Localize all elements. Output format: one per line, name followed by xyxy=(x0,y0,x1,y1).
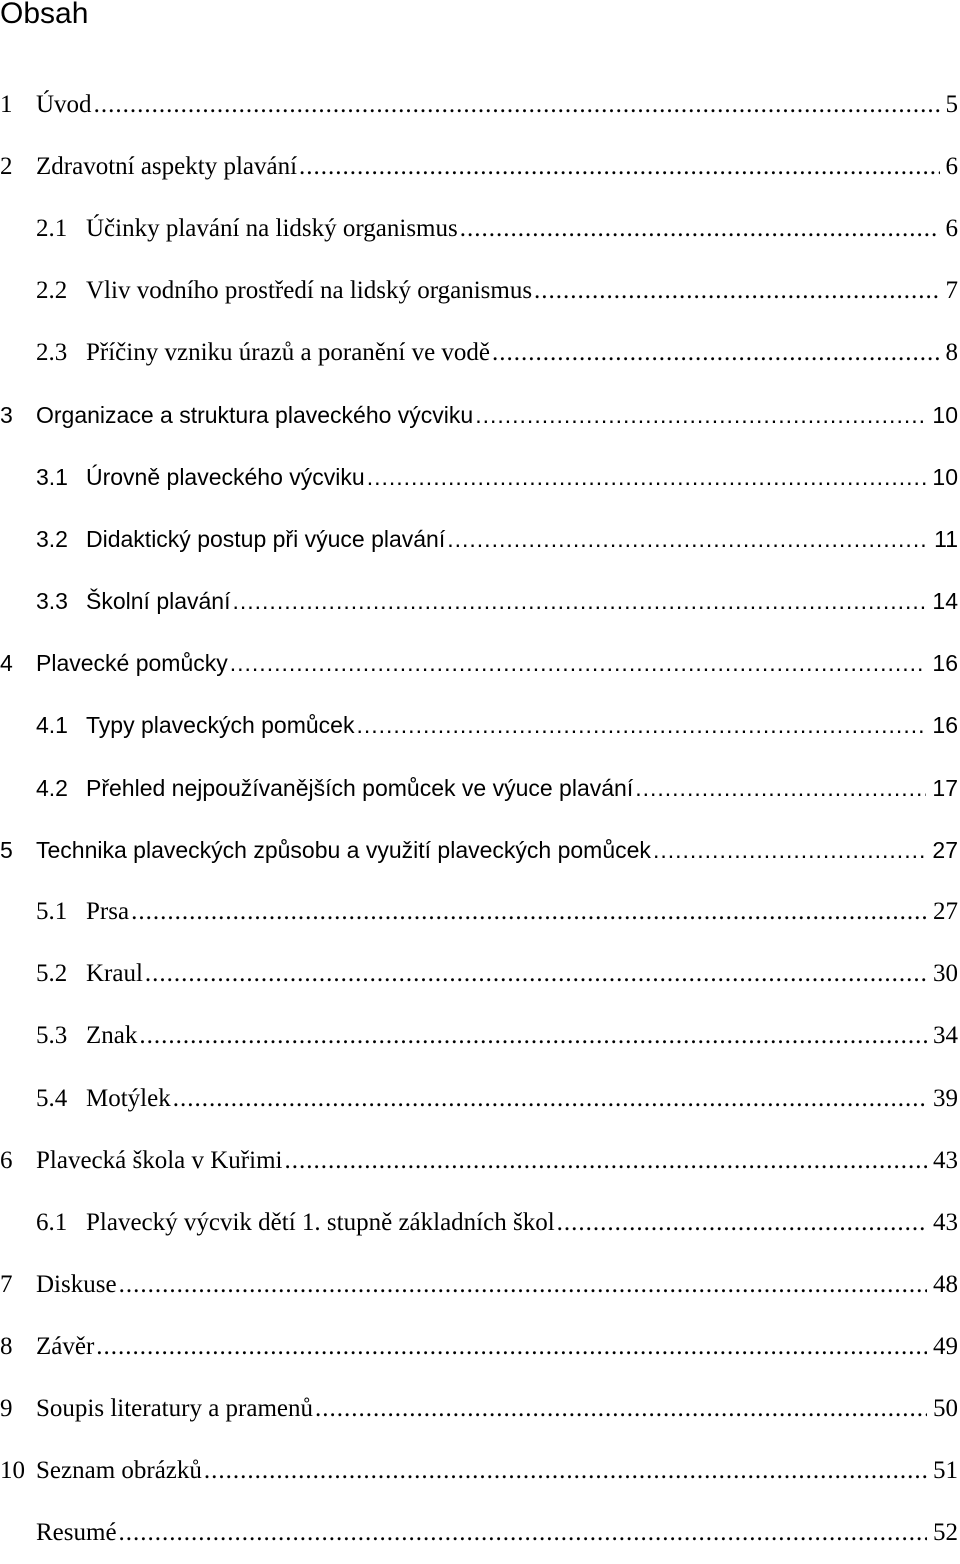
toc-entry[interactable] xyxy=(0,322,958,384)
toc-entry-page-number: 6 xyxy=(945,215,958,243)
toc-entry-title: Účinky plavání na lidský organismus xyxy=(86,215,458,243)
dot-leader xyxy=(315,1395,927,1423)
toc-entry-page-number: 5 xyxy=(945,91,958,119)
toc-entry-title: Zdravotní aspekty plavání xyxy=(36,153,298,181)
toc-entry-number: 2.3 xyxy=(36,339,68,367)
toc-entry-number: 3.2 xyxy=(36,526,68,553)
toc-entry-title: Vliv vodního prostředí na lidský organismus xyxy=(86,277,533,305)
toc-entry-page-number: 10 xyxy=(932,464,958,491)
toc-entry-number: 9 xyxy=(0,1395,13,1423)
toc-entry-number: 2.2 xyxy=(36,277,68,305)
toc-entry-page-number: 16 xyxy=(932,650,958,677)
toc-entry-number: 7 xyxy=(0,1270,13,1298)
toc-entry[interactable] xyxy=(0,198,958,260)
toc-entry-number: 4.2 xyxy=(36,774,68,801)
toc-entry[interactable] xyxy=(0,943,958,1005)
toc-entry-page-number: 10 xyxy=(932,402,958,429)
dot-leader xyxy=(139,1022,927,1050)
dot-leader xyxy=(635,775,926,802)
toc-entry-page-number: 34 xyxy=(933,1022,958,1050)
toc-entry-number: 2.1 xyxy=(36,215,68,243)
toc-entry[interactable] xyxy=(0,384,958,446)
toc-entry-page-number: 11 xyxy=(934,526,958,553)
toc-entry-title: Technika plaveckých způsobu a využití plaveckých pomůcek xyxy=(36,836,651,863)
toc-entry-title: Závěr xyxy=(36,1332,95,1360)
dot-leader xyxy=(447,526,928,553)
dot-leader xyxy=(96,1333,927,1361)
toc-entry-number: 5.2 xyxy=(36,960,68,988)
toc-entry-title: Resumé xyxy=(36,1519,117,1547)
dot-leader xyxy=(653,837,926,864)
toc-entry-title: Úrovně plaveckého výcviku xyxy=(86,464,365,491)
toc-entry-number: 10 xyxy=(0,1457,25,1485)
toc-entry-title: Typy plaveckých pomůcek xyxy=(86,712,355,739)
toc-entry[interactable] xyxy=(0,571,958,633)
toc-entry-page-number: 30 xyxy=(933,960,958,988)
toc-entry[interactable] xyxy=(0,695,958,757)
toc-entry-number: 8 xyxy=(0,1332,13,1360)
page-title: Obsah xyxy=(0,0,89,30)
dot-leader xyxy=(557,1209,927,1237)
toc-entry[interactable] xyxy=(0,74,958,136)
toc-entry-title: Didaktický postup při výuce plavání xyxy=(86,526,446,553)
toc-entry[interactable] xyxy=(0,509,958,571)
toc-entry-title: Školní plavání xyxy=(86,588,231,615)
dot-leader xyxy=(145,960,927,988)
toc-entry[interactable] xyxy=(0,447,958,509)
toc-entry-page-number: 27 xyxy=(933,898,958,926)
toc-entry[interactable] xyxy=(0,819,958,881)
toc-entry[interactable] xyxy=(0,1068,958,1130)
toc-entry-title: Soupis literatury a pramenů xyxy=(36,1395,314,1423)
toc-entry-number: 6 xyxy=(0,1146,13,1174)
toc-entry-page-number: 14 xyxy=(932,588,958,615)
dot-leader xyxy=(173,1085,927,1113)
toc-entry[interactable] xyxy=(0,1502,958,1564)
toc-entry-page-number: 17 xyxy=(932,774,958,801)
toc-entry[interactable] xyxy=(0,1440,958,1502)
toc-entry-number: 6.1 xyxy=(36,1208,68,1236)
toc-entry[interactable] xyxy=(0,757,958,819)
toc-entry-title: Úvod xyxy=(36,91,92,119)
dot-leader xyxy=(204,1457,927,1485)
toc-entry-title: Plavecké pomůcky xyxy=(36,650,228,677)
toc-entry-page-number: 39 xyxy=(933,1084,958,1112)
dot-leader xyxy=(284,1147,927,1175)
toc-entry[interactable] xyxy=(0,1192,958,1254)
toc-entry-page-number: 16 xyxy=(932,712,958,739)
toc-entry-title: Prsa xyxy=(86,898,130,926)
toc-entry-number: 3.3 xyxy=(36,588,68,615)
toc-entry-title: Příčiny vzniku úrazů a poranění ve vodě xyxy=(86,339,491,367)
toc-entry-number: 3.1 xyxy=(36,464,68,491)
toc-entry-page-number: 43 xyxy=(933,1146,958,1174)
toc-entry[interactable] xyxy=(0,1378,958,1440)
dot-leader xyxy=(356,712,926,739)
toc-entry-number: 4 xyxy=(0,650,13,677)
toc-entry-page-number: 27 xyxy=(932,836,958,863)
toc-entry-title: Diskuse xyxy=(36,1270,117,1298)
toc-entry-title: Organizace a struktura plaveckého výcviku xyxy=(36,402,474,429)
toc-entry-number: 4.1 xyxy=(36,712,68,739)
toc-entry-title: Kraul xyxy=(86,960,143,988)
toc-entry-page-number: 6 xyxy=(945,153,958,181)
toc-entry[interactable] xyxy=(0,1005,958,1067)
toc-entry[interactable] xyxy=(0,633,958,695)
toc-entry-number: 5.1 xyxy=(36,898,68,926)
toc-entry-number: 5.4 xyxy=(36,1084,68,1112)
toc-entry[interactable] xyxy=(0,1130,958,1192)
toc-entry-page-number: 52 xyxy=(933,1519,958,1547)
toc-entry[interactable] xyxy=(0,1254,958,1316)
toc-entry-title: Plavecká škola v Kuřimi xyxy=(36,1146,283,1174)
toc-entry-title: Seznam obrázků xyxy=(36,1457,202,1485)
toc-entry-number: 1 xyxy=(0,91,13,119)
toc-entry[interactable] xyxy=(0,260,958,322)
toc-entry-page-number: 49 xyxy=(933,1332,958,1360)
toc-entry-number: 3 xyxy=(0,402,13,429)
dot-leader xyxy=(131,898,927,926)
toc-entry[interactable] xyxy=(0,1316,958,1378)
dot-leader xyxy=(232,588,926,615)
toc-entry-page-number: 50 xyxy=(933,1395,958,1423)
dot-leader xyxy=(230,650,927,677)
toc-entry[interactable] xyxy=(0,136,958,198)
toc-entry-number: 5 xyxy=(0,836,13,863)
dot-leader xyxy=(94,91,940,119)
toc-entry-page-number: 8 xyxy=(945,339,958,367)
dot-leader xyxy=(475,402,926,429)
toc-entry-title: Motýlek xyxy=(86,1084,171,1112)
dot-leader xyxy=(534,277,939,305)
dot-leader xyxy=(460,215,940,243)
toc-entry-number: 5.3 xyxy=(36,1022,68,1050)
table-of-contents xyxy=(0,74,958,1564)
dot-leader xyxy=(492,339,939,367)
dot-leader xyxy=(119,1271,927,1299)
dot-leader xyxy=(119,1519,927,1547)
toc-entry-title: Přehled nejpoužívanějších pomůcek ve výuce plavání xyxy=(86,774,634,801)
dot-leader xyxy=(299,153,939,181)
toc-entry-page-number: 43 xyxy=(933,1208,958,1236)
toc-entry-page-number: 7 xyxy=(945,277,958,305)
toc-entry-title: Plavecký výcvik dětí 1. stupně základních škol xyxy=(86,1208,555,1236)
dot-leader xyxy=(367,464,927,491)
toc-entry-page-number: 48 xyxy=(933,1270,958,1298)
toc-entry-number: 2 xyxy=(0,153,13,181)
toc-entry-page-number: 51 xyxy=(933,1457,958,1485)
toc-entry-title: Znak xyxy=(86,1022,138,1050)
toc-entry[interactable] xyxy=(0,881,958,943)
